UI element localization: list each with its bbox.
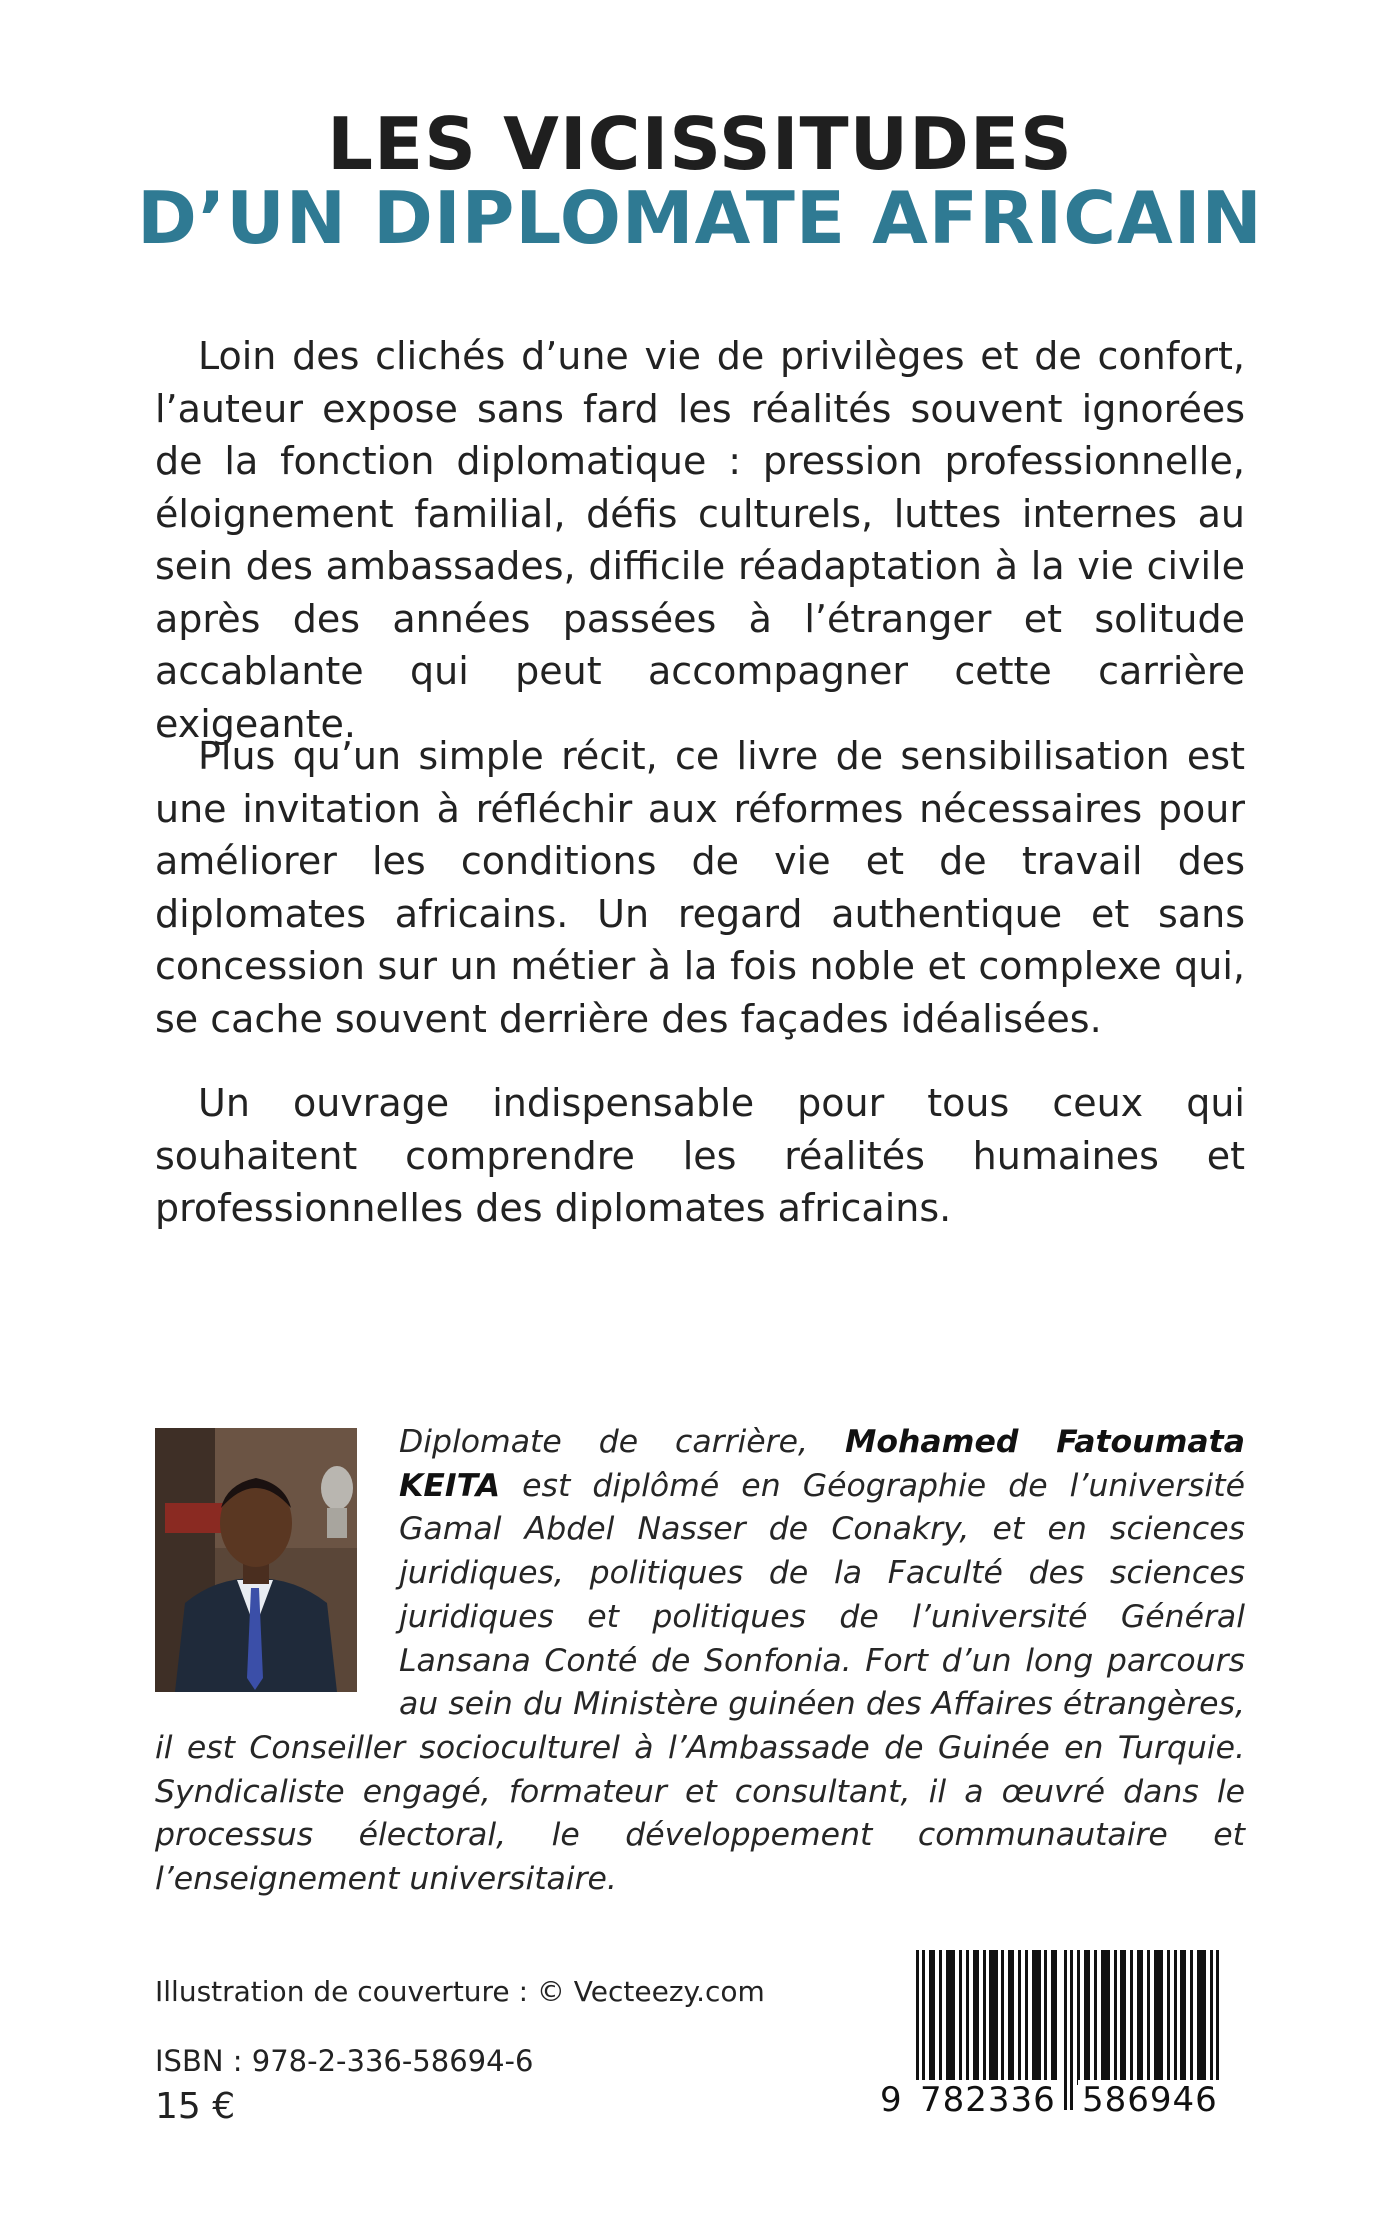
bio-text: est diplômé en Géographie de l’université Gamal Abdel Nasser de Conakry, et en sciences juridiques, politiques de la Faculté des sciences juridiques et politiques de l’université Général Lansana Conté de Sonfonia. Fort d’un long parcours au sein du Ministère guinéen des Affaires étrangères, il est Conseiller socioculturel à l’Ambassade de Guinée en Turquie. Syndicaliste engagé, formateur et consultant, il a œuvré dans le processus électoral, le développement communautaire et l’enseignement universitaire. [155, 1467, 1245, 1898]
title-line-1: LES VICISSITUDES [327, 102, 1073, 186]
barcode-left-digits: 782336 [916, 2080, 1060, 2120]
isbn: ISBN : 978-2-336-58694-6 [155, 2044, 534, 2078]
bio-intro: Diplomate de carrière, [399, 1424, 845, 1460]
barcode-right-digits: 586946 [1078, 2080, 1222, 2120]
summary-paragraph-3: Un ouvrage indispensable pour tous ceux qui souhaitent comprendre les réalités humaines et professionnelles des diplomates africains. [155, 1081, 1245, 1230]
summary-paragraph-1: Loin des clichés d’une vie de privilèges et de confort, l’auteur expose sans fard les réalités souvent ignorées de la fonction diplomatique : pression professionnelle, éloignement familial, défis culturels, luttes internes au sein des ambassades, difficile réadaptation à la vie civile après des années passées à l’étranger et solitude accablante qui peut accompagner cette carrière exigeante. [155, 334, 1245, 746]
barcode-digits [880, 2080, 1245, 2130]
barcode-first-digit: 9 [880, 2080, 902, 2120]
cover-credit: Illustration de couverture : © Vecteezy.com [155, 1975, 765, 2008]
summary-paragraph-2: Plus qu’un simple récit, ce livre de sensibilisation est une invitation à réfléchir aux réformes nécessaires pour améliorer les conditions de vie et de travail des diplomates africains. Un regard authentique et sans concession sur un métier à la fois noble et complexe qui, se cache souvent derrière des façades idéalisées. [155, 734, 1245, 1041]
author-name: Mohamed Fatoumata KEITA [399, 1424, 1245, 1504]
title-line-2: D’UN DIPLOMATE AFRICAIN [137, 176, 1263, 260]
price: 15 € [155, 2086, 236, 2127]
author-bio [155, 1421, 1245, 1902]
